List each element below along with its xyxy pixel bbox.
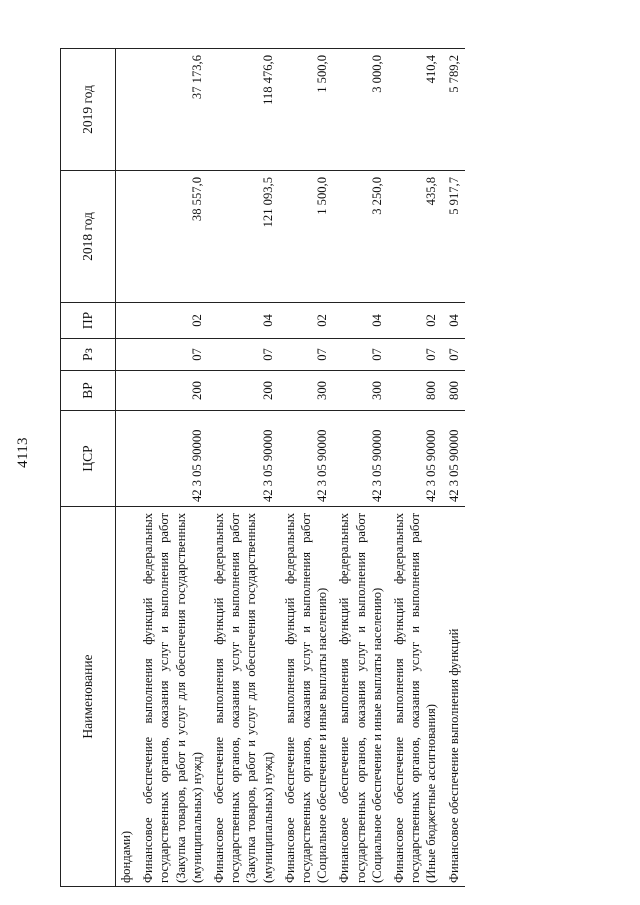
table-row	[279, 49, 334, 887]
row-csr: 42 3 05 90000	[333, 411, 388, 507]
row-csr: 42 3 05 90000	[443, 411, 465, 507]
row-rz: 07	[137, 339, 208, 371]
header-2019: 2019 год	[61, 49, 116, 171]
row-pr	[116, 303, 138, 339]
row-csr: 42 3 05 90000	[208, 411, 279, 507]
row-vr: 300	[279, 371, 334, 411]
row-pr: 02	[279, 303, 334, 339]
header-vr: ВР	[61, 371, 116, 411]
row-rz: 07	[279, 339, 334, 371]
header-name: Наименование	[61, 507, 116, 887]
row-name: Финансовое обеспечение выполнения функций	[443, 507, 465, 887]
budget-table	[60, 48, 465, 887]
table-row	[333, 49, 388, 887]
table-row	[443, 49, 465, 887]
table-header-row	[61, 49, 116, 887]
table-row	[137, 49, 208, 887]
row-rz	[116, 339, 138, 371]
row-2018: 38 557,0	[137, 171, 208, 303]
row-rz: 07	[208, 339, 279, 371]
header-csr: ЦСР	[61, 411, 116, 507]
row-2019: 5 789,2	[443, 49, 465, 171]
table-row	[388, 49, 443, 887]
row-vr: 300	[333, 371, 388, 411]
table-row	[116, 49, 138, 887]
row-2019: 1 500,0	[279, 49, 334, 171]
row-2019: 410,4	[388, 49, 443, 171]
header-rz: Рз	[61, 339, 116, 371]
row-csr: 42 3 05 90000	[279, 411, 334, 507]
row-csr	[116, 411, 138, 507]
row-2018: 1 500,0	[279, 171, 334, 303]
row-pr: 04	[333, 303, 388, 339]
row-name: Финансовое обеспечение выполнения функций федеральных государственных органов, оказания услуг и выполнения работ (Социальное обеспечение и иные выплаты населению)	[333, 507, 388, 887]
row-2018: 3 250,0	[333, 171, 388, 303]
row-pr: 04	[208, 303, 279, 339]
row-vr	[116, 371, 138, 411]
row-name: Финансовое обеспечение выполнения функций федеральных государственных органов, оказания услуг и выполнения работ (Социальное обеспечение и иные выплаты населению)	[279, 507, 334, 887]
row-2018	[116, 171, 138, 303]
row-name: Финансовое обеспечение выполнения функций федеральных государственных органов, оказания услуг и выполнения работ (Иные бюджетные ассигнования)	[388, 507, 443, 887]
row-csr: 42 3 05 90000	[388, 411, 443, 507]
row-vr: 200	[137, 371, 208, 411]
row-2019	[116, 49, 138, 171]
row-name: Финансовое обеспечение выполнения функций федеральных государственных органов, оказания услуг и выполнения работ (Закупка товаров, работ и услуг для обеспечения государственных (муниципальных) нужд)	[208, 507, 279, 887]
row-2019: 118 476,0	[208, 49, 279, 171]
row-2019: 37 173,6	[137, 49, 208, 171]
row-vr: 800	[443, 371, 465, 411]
row-vr: 800	[388, 371, 443, 411]
row-2018: 435,8	[388, 171, 443, 303]
row-rz: 07	[443, 339, 465, 371]
row-pr: 02	[137, 303, 208, 339]
row-vr: 200	[208, 371, 279, 411]
header-2018: 2018 год	[61, 171, 116, 303]
row-2018: 121 093,5	[208, 171, 279, 303]
row-2019: 3 000,0	[333, 49, 388, 171]
row-rz: 07	[333, 339, 388, 371]
row-2018: 5 917,7	[443, 171, 465, 303]
row-rz: 07	[388, 339, 443, 371]
row-name: Финансовое обеспечение выполнения функций федеральных государственных органов, оказания услуг и выполнения работ (Закупка товаров, работ и услуг для обеспечения государственных (муниципальных) нужд)	[137, 507, 208, 887]
row-name: фондами)	[116, 507, 138, 887]
row-pr: 04	[443, 303, 465, 339]
table-row	[208, 49, 279, 887]
page-number: 4113	[15, 437, 31, 468]
row-csr: 42 3 05 90000	[137, 411, 208, 507]
row-pr: 02	[388, 303, 443, 339]
header-pr: ПР	[61, 303, 116, 339]
